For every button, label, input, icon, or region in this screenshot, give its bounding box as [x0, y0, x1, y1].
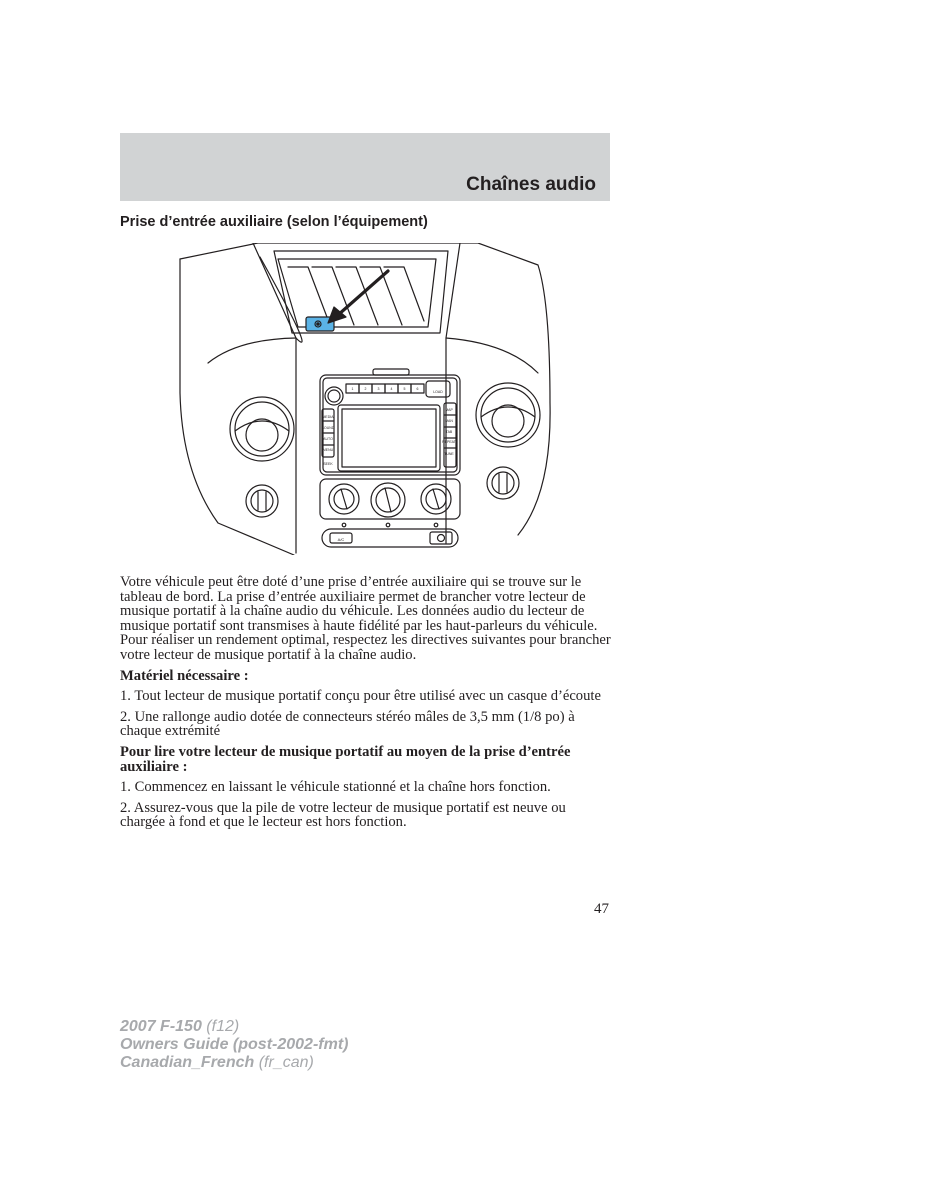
preset-6-label: 6 — [416, 387, 419, 391]
menu-label: MENU — [322, 448, 334, 452]
preset-4-label: 4 — [390, 387, 393, 391]
footer-model: 2007 F-150 — [120, 1018, 202, 1035]
load-label: LOAD — [433, 390, 443, 394]
subheading: Prise d’entrée auxiliaire (selon l’équipement) — [120, 214, 428, 230]
preset-1-label: 1 — [351, 387, 354, 391]
footer-line-2 — [120, 1036, 348, 1054]
ac-label: A/C — [337, 537, 345, 542]
footer-language: Canadian_French — [120, 1054, 255, 1071]
tab-label: TAB — [445, 430, 453, 434]
preset-2-label: 2 — [364, 387, 367, 391]
materials-heading: Matériel nécessaire : — [120, 667, 249, 684]
radio-unit — [320, 369, 460, 475]
material-item-1: 1. Tout lecteur de musique portatif conçu pour être utilisé avec un casque d’écoute — [120, 688, 601, 705]
climate-controls — [320, 479, 460, 547]
preset-3-label: 3 — [377, 387, 380, 391]
footer-line-3 — [120, 1054, 348, 1072]
footer-model-code: (f12) — [206, 1018, 240, 1035]
footer-guide: Owners Guide (post-2002-fmt) — [120, 1036, 349, 1053]
dashboard-drawing — [178, 243, 558, 555]
footer — [120, 1018, 348, 1072]
footer-language-code: (fr_can) — [258, 1054, 314, 1071]
step-2: 2. Assurez-vous que la pile de votre lecteur de musique portatif est neuve ou chargée à fond et que le lecteur est hors fonction. — [120, 799, 566, 831]
preset-5-label: 5 — [403, 387, 406, 391]
left-air-vent — [230, 397, 294, 517]
step-1: 1. Commencez en laissant le véhicule stationné et la chaîne hors fonction. — [120, 779, 551, 796]
tune-label: TUNE — [444, 452, 454, 456]
dashboard-illustration — [178, 243, 558, 555]
section-title: Chaînes audio — [466, 174, 596, 195]
map-label: MAP — [445, 408, 453, 412]
section-header-band — [120, 133, 610, 201]
page-number: 47 — [594, 901, 609, 917]
right-air-vent — [476, 383, 540, 499]
seek-label: SEEK — [323, 462, 333, 466]
auto-label: AUTO — [323, 437, 333, 441]
intro-paragraph: Votre véhicule peut être doté d’une prise d’entrée auxiliaire qui se trouve sur le tableau de bord. La prise d’entrée auxiliaire permet de brancher votre lecteur de musique portatif à la chaîne audio du véhicule. Les données audio du lecteur de musique portatif sont transmises à haute fidélité par les haut-parleurs du véhicule. Pour réaliser un rendement optimal, respectez les directives suivantes pour brancher votre lecteur de musique portatif à la chaîne audio. — [120, 574, 611, 663]
media-label: MEDIA — [322, 415, 334, 419]
footer-line-1 — [120, 1018, 348, 1036]
material-item-2: 2. Une rallonge audio dotée de connecteurs stéréo mâles de 3,5 mm (1/8 po) à chaque extrémité — [120, 708, 575, 740]
man-label: MAN — [445, 419, 453, 423]
sound-label: SOUND — [321, 426, 335, 430]
procedure-heading: Pour lire votre lecteur de musique portatif au moyen de la prise d’entrée auxiliaire : — [120, 743, 571, 775]
repeat-label: REPEAT — [442, 440, 456, 444]
body-text — [120, 575, 612, 836]
display-screen — [338, 405, 440, 471]
